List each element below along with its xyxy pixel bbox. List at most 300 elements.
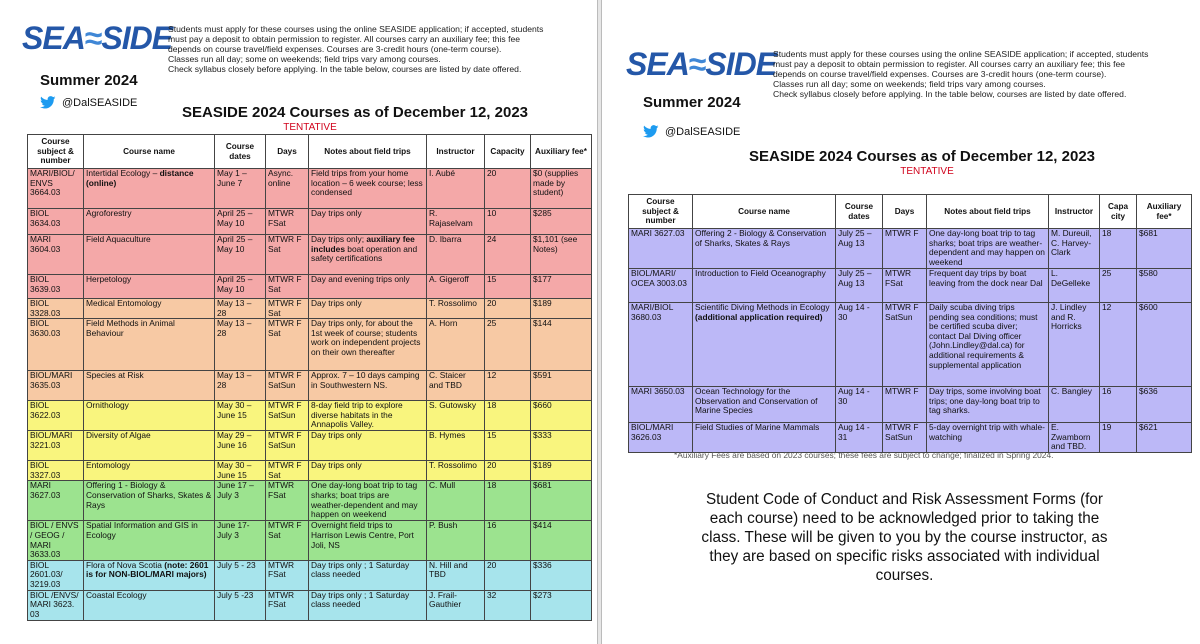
cell-course-dates xyxy=(836,269,883,303)
intro-line: depends on course travel/field expenses. Courses are 3-credit hours (one-term course). xyxy=(773,69,1107,79)
cell-course-name xyxy=(693,229,836,269)
table-row xyxy=(28,371,592,401)
cell-days xyxy=(266,169,309,209)
cell-auxiliary-fee-text: $0 (supplies made by student) xyxy=(533,168,579,198)
cell-course-code-text: BIOL 3634.03 xyxy=(30,208,61,228)
cell-course-name-text: Agroforestry xyxy=(86,208,132,218)
cell-course-code xyxy=(28,431,84,461)
cell-auxiliary-fee-text: $414 xyxy=(533,520,552,531)
cell-days xyxy=(266,275,309,299)
cell-course-dates xyxy=(836,387,883,423)
cell-days-text: MTWR FSat xyxy=(268,480,295,500)
cell-days-text: MTWR FSat xyxy=(268,560,295,580)
cell-field-trip-notes xyxy=(309,401,427,431)
cell-course-code xyxy=(28,299,84,319)
cell-capacity-text: 25 xyxy=(1102,268,1112,278)
cell-course-dates xyxy=(215,461,266,481)
cell-days-text: MTWR FSat xyxy=(885,268,912,288)
cell-course-code xyxy=(28,590,84,620)
cell-auxiliary-fee-text: $660 xyxy=(533,400,552,411)
cell-days xyxy=(266,590,309,620)
cell-days-text: MTWR F Sat xyxy=(268,520,302,540)
table-row xyxy=(28,431,592,461)
cell-course-code xyxy=(28,461,84,481)
cell-capacity xyxy=(1100,387,1137,423)
cell-auxiliary-fee-text: $177 xyxy=(533,274,552,284)
cell-course-dates-text: Aug 14 - 30 xyxy=(838,302,870,322)
cell-course-name xyxy=(84,401,215,431)
cell-course-dates xyxy=(215,590,266,620)
cell-capacity xyxy=(485,590,531,620)
cell-capacity-text: 10 xyxy=(487,208,497,218)
cell-capacity xyxy=(485,209,531,235)
cell-course-name xyxy=(84,209,215,235)
cell-auxiliary-fee-text: $273 xyxy=(533,590,552,600)
cell-course-dates-text: May 30 – June 15 xyxy=(217,400,252,420)
cell-instructor xyxy=(427,560,485,590)
cell-course-name-bold-text: (additional application required) xyxy=(695,311,823,322)
code-of-conduct-notice xyxy=(662,490,1147,585)
cell-days xyxy=(883,269,927,303)
cell-instructor xyxy=(427,209,485,235)
table-header-row xyxy=(629,195,1192,229)
cell-auxiliary-fee xyxy=(531,461,592,481)
cell-capacity xyxy=(485,299,531,319)
cell-course-name xyxy=(84,590,215,620)
cell-capacity xyxy=(1100,229,1137,269)
cell-instructor-text: R. Rajaselvam xyxy=(429,208,473,228)
cell-capacity-text: 20 xyxy=(487,560,497,570)
column-header: Auxiliary fee* xyxy=(1137,195,1192,229)
cell-days-text: MTWR FSat xyxy=(268,208,295,228)
conduct-line: each course) need to be acknowledged prior to taking the xyxy=(709,510,1100,527)
cell-course-dates xyxy=(215,401,266,431)
column-header: Notes about field trips xyxy=(309,135,427,169)
cell-course-code xyxy=(629,269,693,303)
cell-days xyxy=(266,521,309,560)
cell-field-trip-notes xyxy=(309,299,427,319)
cell-days-text: MTWR FSat xyxy=(268,590,295,610)
cell-instructor xyxy=(427,521,485,560)
cell-course-code-text: BIOL 2601.03/ 3219.03 xyxy=(30,560,63,589)
cell-course-code-text: BIOL / ENVS / GEOG / MARI 3633.03 xyxy=(30,520,79,560)
cell-capacity-text: 20 xyxy=(487,460,497,471)
cell-auxiliary-fee-text: $336 xyxy=(533,560,552,570)
cell-instructor xyxy=(427,319,485,371)
intro-line: Students must apply for these courses using the online SEASIDE application; if accepted, students xyxy=(168,24,544,34)
cell-capacity xyxy=(485,275,531,299)
column-header: Capacity xyxy=(485,135,531,169)
table-row xyxy=(629,229,1192,269)
cell-field-trip-notes xyxy=(309,481,427,521)
cell-field-trip-notes xyxy=(309,275,427,299)
cell-course-name xyxy=(693,423,836,453)
cell-instructor xyxy=(1049,229,1100,269)
cell-auxiliary-fee-text: $1,101 (see Notes) xyxy=(533,234,578,254)
table-row xyxy=(629,387,1192,423)
cell-field-trip-notes-text: Field trips from your home location – 6 week course; less condensed xyxy=(311,168,423,198)
table-row xyxy=(28,275,592,299)
cell-auxiliary-fee-text: $591 xyxy=(533,370,552,381)
cell-course-dates-text: Aug 14 - 30 xyxy=(838,386,870,406)
cell-field-trip-notes-text: Day trips only xyxy=(311,208,362,218)
cell-field-trip-notes-text: One day-long boat trip to tag sharks; boat trips are weather-dependent and may happen on weekend xyxy=(929,228,1045,267)
cell-instructor-text: N. Hill and TBD xyxy=(429,560,468,580)
cell-auxiliary-fee xyxy=(531,401,592,431)
column-header: Days xyxy=(266,135,309,169)
cell-field-trip-notes-text: Day trips only xyxy=(311,430,362,441)
auxiliary-fee-footnote: *Auxiliary Fees are based on 2023 courses; these fees are subject to change; finalized in Spring 2024. xyxy=(674,450,1054,460)
cell-capacity xyxy=(485,431,531,461)
cell-days-text: MTWR F SatSun xyxy=(268,370,302,390)
cell-instructor-text: C. Mull xyxy=(429,480,456,491)
cell-course-dates xyxy=(215,209,266,235)
cell-instructor-text: A. Horn xyxy=(429,318,458,329)
cell-instructor xyxy=(1049,387,1100,423)
conduct-line: class. These will be given to you by the course instructor, as xyxy=(701,529,1108,546)
cell-course-dates-text: July 25 – Aug 13 xyxy=(838,228,872,248)
cell-days-text: MTWR F SatSun xyxy=(268,430,302,450)
tentative-label: TENTATIVE xyxy=(900,166,954,177)
cell-course-code-text: MARI 3627.03 xyxy=(30,480,61,500)
cell-course-dates-text: July 25 – Aug 13 xyxy=(838,268,872,288)
cell-instructor xyxy=(427,235,485,275)
cell-course-dates xyxy=(215,235,266,275)
cell-course-name xyxy=(84,299,215,319)
cell-instructor xyxy=(427,169,485,209)
cell-capacity-text: 25 xyxy=(487,318,497,329)
cell-field-trip-notes-text: boat operation and safety certifications xyxy=(311,243,418,264)
cell-instructor xyxy=(1049,269,1100,303)
cell-course-code xyxy=(28,275,84,299)
cell-capacity xyxy=(485,521,531,560)
cell-course-dates-text: May 13 – 28 xyxy=(217,318,252,338)
cell-auxiliary-fee xyxy=(531,235,592,275)
table-row xyxy=(629,423,1192,453)
cell-instructor xyxy=(427,590,485,620)
cell-course-dates xyxy=(215,481,266,521)
cell-instructor xyxy=(1049,423,1100,453)
cell-course-code xyxy=(28,169,84,209)
cell-days-text: MTWR F Sat xyxy=(268,234,302,254)
cell-auxiliary-fee-text: $600 xyxy=(1139,302,1158,312)
cell-days-text: MTWR F SatSun xyxy=(268,400,302,420)
cell-instructor-text: B. Hymes xyxy=(429,430,466,441)
cell-instructor xyxy=(427,371,485,401)
cell-course-code xyxy=(28,521,84,560)
cell-days xyxy=(266,319,309,371)
table-row xyxy=(629,303,1192,387)
cell-course-name-text: Introduction to Field Oceanography xyxy=(695,268,826,278)
cell-course-dates-text: Aug 14 - 31 xyxy=(838,422,870,442)
cell-course-name-text: Herpetology xyxy=(86,274,132,284)
conduct-line: Student Code of Conduct and Risk Assessment Forms (for xyxy=(705,491,1104,508)
cell-course-dates xyxy=(215,521,266,560)
cell-capacity xyxy=(485,319,531,371)
cell-course-code-text: BIOL/MARI 3221.03 xyxy=(30,430,73,450)
cell-auxiliary-fee xyxy=(1137,303,1192,387)
cell-days-text: MTWR F xyxy=(885,386,919,396)
cell-auxiliary-fee-text: $189 xyxy=(533,460,552,471)
intro-line: Classes run all day; some on weekends; field trips vary among courses. xyxy=(773,79,1046,89)
cell-auxiliary-fee-text: $681 xyxy=(1139,228,1158,238)
cell-capacity xyxy=(485,560,531,590)
cell-instructor xyxy=(427,275,485,299)
intro-line: must pay a deposit to obtain permission to register. All courses carry an auxiliary fee; this fee xyxy=(773,59,1126,69)
cell-capacity xyxy=(485,481,531,521)
cell-field-trip-notes-text: Day trips only xyxy=(311,298,362,308)
cell-days-text: MTWR F Sat xyxy=(268,298,302,318)
cell-field-trip-notes xyxy=(927,303,1049,387)
cell-capacity xyxy=(485,461,531,481)
cell-course-dates-text: May 13 – 28 xyxy=(217,370,252,390)
tentative-label: TENTATIVE xyxy=(283,122,337,133)
column-header: Instructor xyxy=(1049,195,1100,229)
twitter-handle[interactable] xyxy=(40,96,137,109)
cell-capacity xyxy=(1100,423,1137,453)
table-row xyxy=(28,209,592,235)
cell-field-trip-notes xyxy=(927,269,1049,303)
cell-course-name-text: Species at Risk xyxy=(86,370,144,381)
column-header: Days xyxy=(883,195,927,229)
cell-instructor xyxy=(427,461,485,481)
cell-course-code xyxy=(28,235,84,275)
cell-course-code xyxy=(28,209,84,235)
table-row xyxy=(28,319,592,371)
cell-field-trip-notes-text: Frequent day trips by boat leaving from the dock near Dal xyxy=(929,268,1043,288)
cell-auxiliary-fee xyxy=(531,521,592,560)
cell-course-name xyxy=(84,521,215,560)
cell-course-name xyxy=(693,303,836,387)
cell-capacity-text: 12 xyxy=(487,370,497,381)
cell-course-dates xyxy=(215,169,266,209)
cell-days xyxy=(883,229,927,269)
cell-instructor xyxy=(427,481,485,521)
cell-days-text: MTWR F Sat xyxy=(268,460,302,480)
cell-instructor-text: S. Gutowsky xyxy=(429,400,477,411)
cell-instructor-text: A. Gigeroff xyxy=(429,274,469,284)
courses-table xyxy=(27,134,592,621)
cell-field-trip-notes xyxy=(309,560,427,590)
cell-days xyxy=(266,235,309,275)
twitter-handle-text: @DalSEASIDE xyxy=(665,125,741,138)
table-row xyxy=(28,521,592,560)
cell-field-trip-notes xyxy=(927,423,1049,453)
cell-capacity-text: 20 xyxy=(487,168,497,178)
cell-days xyxy=(883,303,927,387)
cell-instructor-text: C. Staicer and TBD xyxy=(429,370,466,390)
cell-auxiliary-fee xyxy=(1137,269,1192,303)
cell-course-name-text: Offering 1 - Biology & Conservation of Sharks, Skates & Rays xyxy=(86,480,212,510)
cell-course-code xyxy=(28,481,84,521)
cell-course-code-text: BIOL/MARI/ OCEA 3003.03 xyxy=(631,268,687,288)
cell-auxiliary-fee xyxy=(1137,423,1192,453)
cell-course-name xyxy=(84,319,215,371)
cell-capacity-text: 18 xyxy=(487,400,497,411)
cell-auxiliary-fee xyxy=(531,299,592,319)
cell-capacity xyxy=(485,235,531,275)
cell-auxiliary-fee xyxy=(531,371,592,401)
cell-course-code xyxy=(629,229,693,269)
cell-field-trip-notes xyxy=(927,387,1049,423)
twitter-bird-icon xyxy=(40,96,56,109)
cell-field-trip-notes xyxy=(309,209,427,235)
twitter-handle-text: @DalSEASIDE xyxy=(62,96,138,109)
cell-course-name xyxy=(84,371,215,401)
cell-course-dates-text: May 13 – 28 xyxy=(217,298,252,318)
document-page-right xyxy=(601,0,1200,644)
cell-instructor-text: J. Lindley and R. Horricks xyxy=(1051,302,1087,332)
cell-auxiliary-fee-text: $189 xyxy=(533,298,552,308)
cell-field-trip-notes-text: Approx. 7 – 10 days camping in Southwestern NS. xyxy=(311,370,420,390)
cell-course-code-text: MARI/BIOL 3680.03 xyxy=(631,302,674,322)
cell-days xyxy=(266,299,309,319)
cell-instructor-text: J. Frail-Gauthier xyxy=(429,590,462,610)
cell-auxiliary-fee xyxy=(531,209,592,235)
intro-line: must pay a deposit to obtain permission to register. All courses carry an auxiliary fee; this fee xyxy=(168,34,521,44)
cell-course-dates-text: June 17- July 3 xyxy=(217,520,250,540)
twitter-bird-icon xyxy=(643,125,659,138)
cell-days xyxy=(883,423,927,453)
cell-course-name xyxy=(84,481,215,521)
column-header: Course subject & number xyxy=(629,195,693,229)
cell-capacity-text: 19 xyxy=(1102,422,1112,432)
cell-days-text: MTWR F Sat xyxy=(268,274,302,294)
intro-paragraph xyxy=(773,49,1193,99)
cell-instructor-text: C. Bangley xyxy=(1051,386,1092,396)
season-label: Summer 2024 xyxy=(40,72,138,89)
cell-field-trip-notes-text: 8-day field trip to explore diverse habitats in the Annapolis Valley. xyxy=(311,400,403,430)
table-row xyxy=(629,269,1192,303)
cell-course-dates xyxy=(215,275,266,299)
cell-course-name-text: Field Aquaculture xyxy=(86,234,151,244)
cell-days xyxy=(266,431,309,461)
cell-capacity-text: 20 xyxy=(487,298,497,308)
table-row xyxy=(28,481,592,521)
cell-field-trip-notes-text: Day trips only ; 1 Saturday class needed xyxy=(311,590,410,610)
document-page-left xyxy=(0,0,598,644)
cell-course-dates-text: May 29 – June 16 xyxy=(217,430,252,450)
cell-field-trip-notes-text: Day trips only ; 1 Saturday class needed xyxy=(311,560,410,580)
table-row xyxy=(28,235,592,275)
cell-instructor-text: T. Rossolimo xyxy=(429,460,477,471)
seaside-logo: SEA≈SIDE xyxy=(22,20,173,56)
intro-line: depends on course travel/field expenses. Courses are 3-credit hours (one-term course). xyxy=(168,44,502,54)
column-header: Course dates xyxy=(836,195,883,229)
cell-field-trip-notes-text: Overnight field trips to Harrison Lewis Centre, Port Joli, NS xyxy=(311,520,414,550)
courses-table xyxy=(628,194,1192,453)
cell-course-dates xyxy=(836,303,883,387)
cell-course-dates-text: July 5 - 23 xyxy=(217,560,256,570)
cell-days-text: MTWR F xyxy=(885,228,919,238)
cell-course-name xyxy=(84,461,215,481)
cell-auxiliary-fee xyxy=(531,169,592,209)
cell-field-trip-notes xyxy=(927,229,1049,269)
cell-course-dates-text: April 25 – May 10 xyxy=(217,274,253,294)
cell-course-name-text: Ocean Technology for the Observation and Conservation of Marine Species xyxy=(695,386,818,416)
intro-line: Students must apply for these courses using the online SEASIDE application; if accepted, students xyxy=(773,49,1149,59)
cell-auxiliary-fee xyxy=(1137,387,1192,423)
cell-field-trip-notes-text: One day-long boat trip to tag sharks; boat trips are weather-dependent and may happen on weekend xyxy=(311,480,418,520)
cell-auxiliary-fee xyxy=(531,560,592,590)
cell-field-trip-notes xyxy=(309,590,427,620)
cell-capacity-text: 32 xyxy=(487,590,497,600)
intro-line: Classes run all day; some on weekends; field trips vary among courses. xyxy=(168,54,441,64)
cell-course-code xyxy=(629,387,693,423)
cell-course-name-text: Scientific Diving Methods in Ecology xyxy=(695,302,830,312)
cell-auxiliary-fee-text: $333 xyxy=(533,430,552,441)
table-header-row xyxy=(28,135,592,169)
cell-capacity-text: 18 xyxy=(1102,228,1112,238)
cell-course-code-text: BIOL 3639.03 xyxy=(30,274,61,294)
cell-field-trip-notes-bold-text: auxiliary fee includes xyxy=(311,234,415,254)
page-title: SEASIDE 2024 Courses as of December 12, 2023 xyxy=(748,148,1096,165)
cell-capacity-text: 16 xyxy=(1102,386,1112,396)
cell-capacity xyxy=(485,169,531,209)
cell-instructor-text: P. Bush xyxy=(429,520,458,531)
cell-auxiliary-fee-text: $636 xyxy=(1139,386,1158,396)
column-header: Notes about field trips xyxy=(927,195,1049,229)
cell-course-code xyxy=(28,319,84,371)
cell-course-name xyxy=(84,169,215,209)
cell-field-trip-notes xyxy=(309,235,427,275)
conduct-line: they are based on specific risks associated with individual xyxy=(709,548,1100,565)
cell-course-code-text: MARI/BIOL/ ENVS 3664.03 xyxy=(30,168,75,198)
page-title: SEASIDE 2024 Courses as of December 12, 2023 xyxy=(181,104,529,121)
column-header: Capa city xyxy=(1100,195,1137,229)
cell-capacity-text: 16 xyxy=(487,520,497,531)
cell-course-code-text: BIOL/MARI 3626.03 xyxy=(631,422,674,442)
cell-course-code xyxy=(28,401,84,431)
cell-course-name-text: Entomology xyxy=(86,460,131,471)
table-row xyxy=(28,169,592,209)
cell-course-code xyxy=(28,371,84,401)
cell-course-code-text: BIOL 3328.03 xyxy=(30,298,61,318)
cell-course-code xyxy=(629,303,693,387)
column-header: Course subject & number xyxy=(28,135,84,169)
cell-course-dates-text: June 17 – July 3 xyxy=(217,480,254,500)
cell-instructor-text: I. Aubé xyxy=(429,168,456,178)
cell-auxiliary-fee-text: $681 xyxy=(533,480,552,491)
cell-field-trip-notes xyxy=(309,169,427,209)
table-row xyxy=(28,461,592,481)
cell-course-code xyxy=(629,423,693,453)
intro-paragraph xyxy=(168,24,588,74)
table-row xyxy=(28,401,592,431)
cell-course-name-bold-text: (note: 2601 is for NON-BIOL/MARI majors) xyxy=(86,560,209,580)
cell-auxiliary-fee-text: $144 xyxy=(533,318,552,329)
cell-field-trip-notes xyxy=(309,371,427,401)
cell-field-trip-notes-text: 5-day overnight trip with whale-watching xyxy=(929,422,1045,442)
cell-course-code-text: MARI 3627.03 xyxy=(631,228,685,238)
cell-course-dates-text: April 25 – May 10 xyxy=(217,208,253,228)
cell-course-dates xyxy=(215,319,266,371)
cell-capacity xyxy=(1100,303,1137,387)
cell-instructor-text: T. Rossolimo xyxy=(429,298,477,308)
seaside-logo: SEA≈SIDE xyxy=(626,46,777,82)
cell-auxiliary-fee xyxy=(1137,229,1192,269)
cell-course-name xyxy=(84,275,215,299)
cell-course-code-text: BIOL 3630.03 xyxy=(30,318,61,338)
twitter-handle[interactable] xyxy=(643,125,740,138)
cell-field-trip-notes-text: Daily scuba diving trips pending sea conditions; must be certified scuba diver; contact Dal Diving officer (John.Lindley@dal.ca) for additional requirements & supplemental application xyxy=(929,302,1038,370)
season-label: Summer 2024 xyxy=(643,94,741,111)
cell-course-name-text: Intertidal Ecology – xyxy=(86,168,160,178)
cell-course-code-text: MARI 3650.03 xyxy=(631,386,685,396)
cell-days xyxy=(266,209,309,235)
cell-capacity xyxy=(485,401,531,431)
cell-field-trip-notes-text: Day trips only xyxy=(311,460,362,471)
